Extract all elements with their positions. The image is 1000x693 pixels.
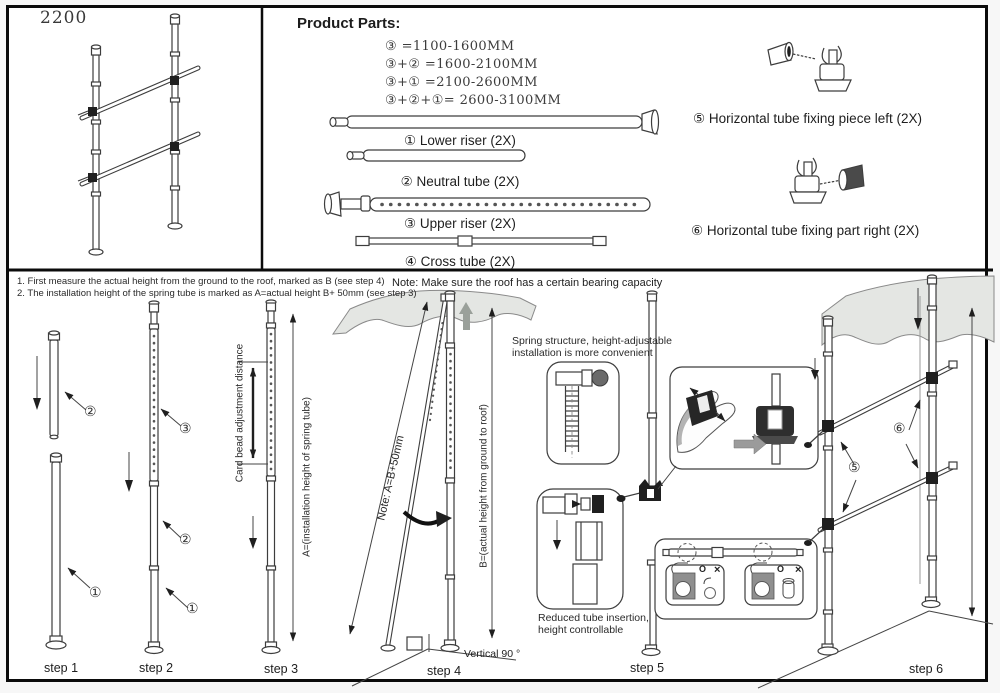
reduced-inset-drawing xyxy=(537,489,623,609)
bad-mark-right: × xyxy=(795,564,802,576)
part-label-lower-riser: ① Lower riser (2X) xyxy=(404,133,516,148)
step-5-label: step 5 xyxy=(630,661,665,675)
part-label-cross-tube: ④ Cross tube (2X) xyxy=(404,254,516,269)
hand-inset-drawing xyxy=(658,367,818,489)
part-label-fixing-right: ⑥ Horizontal tube fixing part right (2X) xyxy=(691,223,920,238)
card-bead-label: Card bead adjustment distance xyxy=(234,343,246,483)
step6-drawing xyxy=(758,275,994,688)
parts-title: Product Parts: xyxy=(297,15,401,32)
callout-step1-part2: ② xyxy=(84,403,97,419)
step-2-label: step 2 xyxy=(139,661,174,675)
callout-step2-part1: ① xyxy=(186,600,199,616)
step-3-label: step 3 xyxy=(264,662,299,676)
fixing-left-drawing xyxy=(768,43,851,92)
step1-drawing xyxy=(33,331,90,649)
height-formula-2: ③+② =1600-2100MM xyxy=(385,57,538,72)
roof-bearing-note: Note: Make sure the roof has a certain bearing capacity xyxy=(392,277,663,289)
height-a-label: A=(installation height of spring tube) xyxy=(301,397,313,557)
height-formula-1: ③ =1100-1600MM xyxy=(385,39,515,54)
bad-mark-left: × xyxy=(714,564,721,576)
ok-mark-right: O xyxy=(777,564,785,574)
part-label-upper-riser: ③ Upper riser (2X) xyxy=(404,216,516,231)
height-formula-4: ③+②+①= 2600-3100MM xyxy=(385,93,562,108)
height-formula-3: ③+① =2100-2600MM xyxy=(385,75,538,90)
spring-structure-note: Spring structure, height-adjustable installation is more convenient xyxy=(512,335,672,360)
callout-step6-part6: ⑥ xyxy=(893,420,906,436)
callout-step6-part5: ⑤ xyxy=(848,459,861,475)
callout-step2-part2: ② xyxy=(179,531,192,547)
step-1-label: step 1 xyxy=(44,661,79,675)
spring-inset-drawing xyxy=(547,362,619,464)
ok-mark-left: O xyxy=(699,564,707,574)
callout-step2-part3: ③ xyxy=(179,420,192,436)
fixing-right-drawing xyxy=(790,158,864,203)
part-label-neutral-tube: ② Neutral tube (2X) xyxy=(400,174,520,189)
height-b-label: B=(actual height from ground to roof) xyxy=(478,404,490,568)
callout-step1-part1: ① xyxy=(89,584,102,600)
reduced-insertion-note: Reduced tube insertion, height controllable xyxy=(538,612,649,637)
instruction-note-1: 1. First measure the actual height from the ground to the roof, marked as B (see step 4) xyxy=(17,276,385,287)
step-6-label: step 6 xyxy=(909,662,944,676)
assembled-rack-drawing xyxy=(78,14,198,255)
slant-note-label: Note: A=B+50mm xyxy=(375,434,407,522)
part-label-fixing-left: ⑤ Horizontal tube fixing piece left (2X) xyxy=(693,111,922,126)
crosstube-inset-drawing xyxy=(655,539,817,619)
step-4-label: step 4 xyxy=(427,664,462,678)
step2-drawing xyxy=(125,301,188,654)
step4-drawing xyxy=(333,290,536,686)
model-number: 2200 xyxy=(40,8,88,28)
step3-drawing xyxy=(238,300,293,654)
instruction-note-2: 2. The installation height of the spring tube is marked as A=actual height B+ 50mm (see step 3) xyxy=(17,288,417,299)
vertical-90-label: Vertical 90 ° xyxy=(464,648,521,660)
